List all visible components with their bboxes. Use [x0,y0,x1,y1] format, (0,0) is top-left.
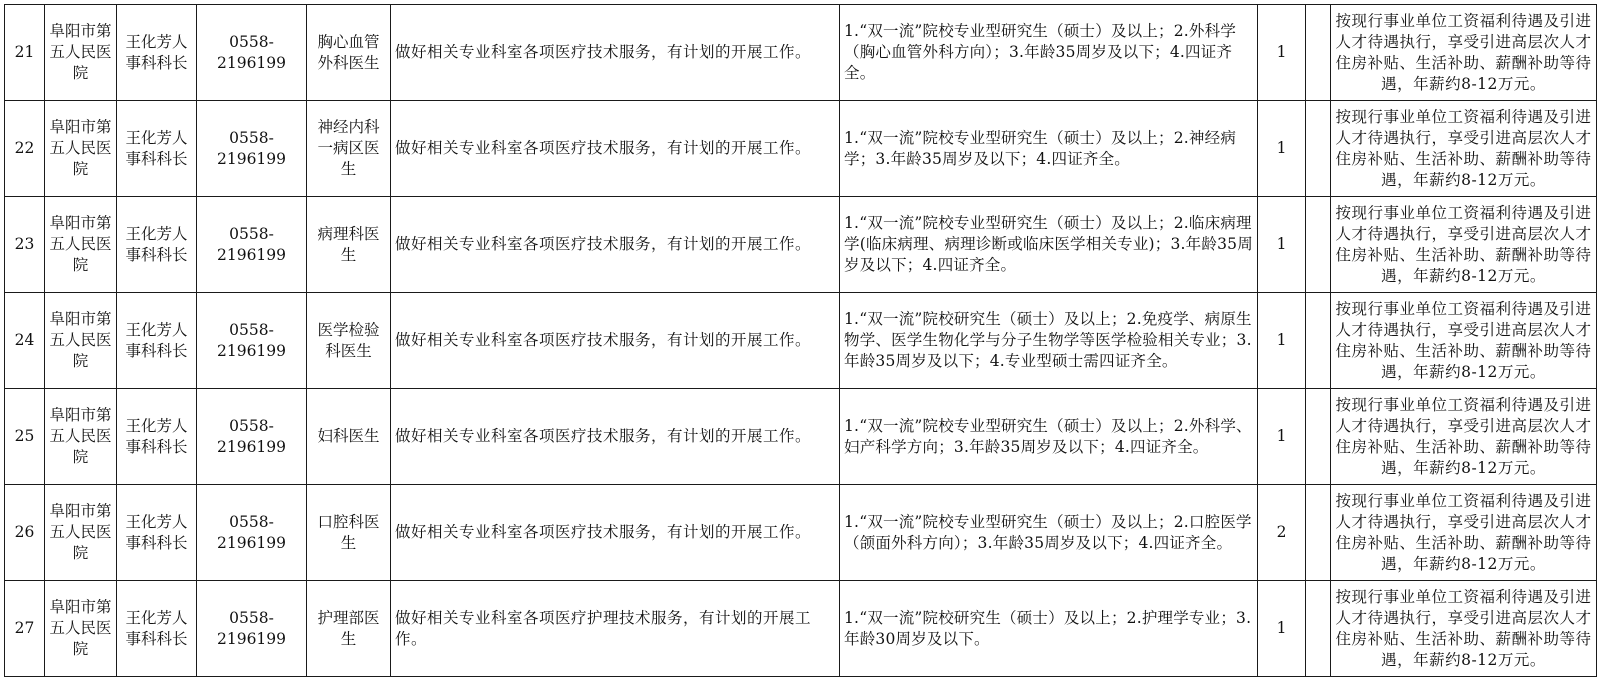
contact-phone: 0558-2196199 [197,5,307,101]
empty-cell [1306,197,1331,293]
row-index: 23 [5,197,45,293]
contact-person: 王化芳人事科科长 [117,5,197,101]
position-name: 神经内科一病区医生 [307,101,391,197]
row-index: 26 [5,485,45,581]
position-duty: 做好相关专业科室各项医疗护理技术服务，有计划的开展工作。 [391,581,840,677]
benefits: 按现行事业单位工资福利待遇及引进人才待遇执行，享受引进高层次人才住房补贴、生活补助、薪酬补助等待遇，年薪约8-12万元。 [1331,5,1597,101]
table-row [5,197,1597,293]
position-requirements: 1.“双一流”院校研究生（硕士）及以上；2.免疫学、病原生物学、医学生物化学与分子生物学等医学检验相关专业；3.年龄35周岁及以下；4.专业型硕士需四证齐全。 [840,293,1258,389]
position-requirements: 1.“双一流”院校专业型研究生（硕士）及以上；2.临床病理学(临床病理、病理诊断或临床医学相关专业)；3.年龄35周岁及以下；4.四证齐全。 [840,197,1258,293]
contact-person: 王化芳人事科科长 [117,581,197,677]
empty-cell [1306,101,1331,197]
empty-cell [1306,389,1331,485]
position-duty: 做好相关专业科室各项医疗技术服务，有计划的开展工作。 [391,5,840,101]
contact-phone: 0558-2196199 [197,485,307,581]
position-name: 口腔科医生 [307,485,391,581]
benefits: 按现行事业单位工资福利待遇及引进人才待遇执行，享受引进高层次人才住房补贴、生活补助、薪酬补助等待遇，年薪约8-12万元。 [1331,197,1597,293]
benefits: 按现行事业单位工资福利待遇及引进人才待遇执行，享受引进高层次人才住房补贴、生活补助、薪酬补助等待遇，年薪约8-12万元。 [1331,389,1597,485]
employer-unit: 阜阳市第五人民医院 [45,389,117,485]
table-row [5,101,1597,197]
contact-person: 王化芳人事科科长 [117,485,197,581]
position-name: 病理科医生 [307,197,391,293]
empty-cell [1306,485,1331,581]
table-row [5,5,1597,101]
contact-person: 王化芳人事科科长 [117,197,197,293]
benefits: 按现行事业单位工资福利待遇及引进人才待遇执行，享受引进高层次人才住房补贴、生活补助、薪酬补助等待遇，年薪约8-12万元。 [1331,485,1597,581]
row-index: 27 [5,581,45,677]
empty-cell [1306,581,1331,677]
hiring-count: 1 [1258,101,1306,197]
contact-phone: 0558-2196199 [197,101,307,197]
contact-person: 王化芳人事科科长 [117,293,197,389]
row-index: 24 [5,293,45,389]
employer-unit: 阜阳市第五人民医院 [45,581,117,677]
benefits: 按现行事业单位工资福利待遇及引进人才待遇执行，享受引进高层次人才住房补贴、生活补助、薪酬补助等待遇，年薪约8-12万元。 [1331,101,1597,197]
empty-cell [1306,5,1331,101]
employer-unit: 阜阳市第五人民医院 [45,293,117,389]
benefits: 按现行事业单位工资福利待遇及引进人才待遇执行，享受引进高层次人才住房补贴、生活补助、薪酬补助等待遇，年薪约8-12万元。 [1331,293,1597,389]
position-duty: 做好相关专业科室各项医疗技术服务，有计划的开展工作。 [391,293,840,389]
recruitment-table [4,4,1597,677]
table-row [5,293,1597,389]
row-index: 25 [5,389,45,485]
position-duty: 做好相关专业科室各项医疗技术服务，有计划的开展工作。 [391,197,840,293]
employer-unit: 阜阳市第五人民医院 [45,5,117,101]
hiring-count: 1 [1258,5,1306,101]
benefits: 按现行事业单位工资福利待遇及引进人才待遇执行，享受引进高层次人才住房补贴、生活补助、薪酬补助等待遇，年薪约8-12万元。 [1331,581,1597,677]
contact-phone: 0558-2196199 [197,581,307,677]
hiring-count: 1 [1258,581,1306,677]
position-duty: 做好相关专业科室各项医疗技术服务，有计划的开展工作。 [391,101,840,197]
table-row [5,581,1597,677]
employer-unit: 阜阳市第五人民医院 [45,485,117,581]
employer-unit: 阜阳市第五人民医院 [45,101,117,197]
row-index: 21 [5,5,45,101]
position-name: 医学检验科医生 [307,293,391,389]
table-row [5,389,1597,485]
hiring-count: 2 [1258,485,1306,581]
position-requirements: 1.“双一流”院校研究生（硕士）及以上；2.护理学专业；3.年龄30周岁及以下。 [840,581,1258,677]
position-requirements: 1.“双一流”院校专业型研究生（硕士）及以上；2.外科学、妇产科学方向；3.年龄35周岁及以下；4.四证齐全。 [840,389,1258,485]
contact-phone: 0558-2196199 [197,389,307,485]
position-duty: 做好相关专业科室各项医疗技术服务，有计划的开展工作。 [391,485,840,581]
contact-person: 王化芳人事科科长 [117,101,197,197]
position-requirements: 1.“双一流”院校专业型研究生（硕士）及以上；2.口腔医学（颌面外科方向）；3.年龄35周岁及以下；4.四证齐全。 [840,485,1258,581]
row-index: 22 [5,101,45,197]
contact-phone: 0558-2196199 [197,197,307,293]
empty-cell [1306,293,1331,389]
hiring-count: 1 [1258,197,1306,293]
hiring-count: 1 [1258,293,1306,389]
position-name: 护理部医生 [307,581,391,677]
position-name: 妇科医生 [307,389,391,485]
contact-phone: 0558-2196199 [197,293,307,389]
position-requirements: 1.“双一流”院校专业型研究生（硕士）及以上；2.外科学（胸心血管外科方向）；3.年龄35周岁及以下；4.四证齐全。 [840,5,1258,101]
position-duty: 做好相关专业科室各项医疗技术服务，有计划的开展工作。 [391,389,840,485]
table-row [5,485,1597,581]
position-name: 胸心血管外科医生 [307,5,391,101]
contact-person: 王化芳人事科科长 [117,389,197,485]
hiring-count: 1 [1258,389,1306,485]
position-requirements: 1.“双一流”院校专业型研究生（硕士）及以上；2.神经病学；3.年龄35周岁及以下；4.四证齐全。 [840,101,1258,197]
employer-unit: 阜阳市第五人民医院 [45,197,117,293]
